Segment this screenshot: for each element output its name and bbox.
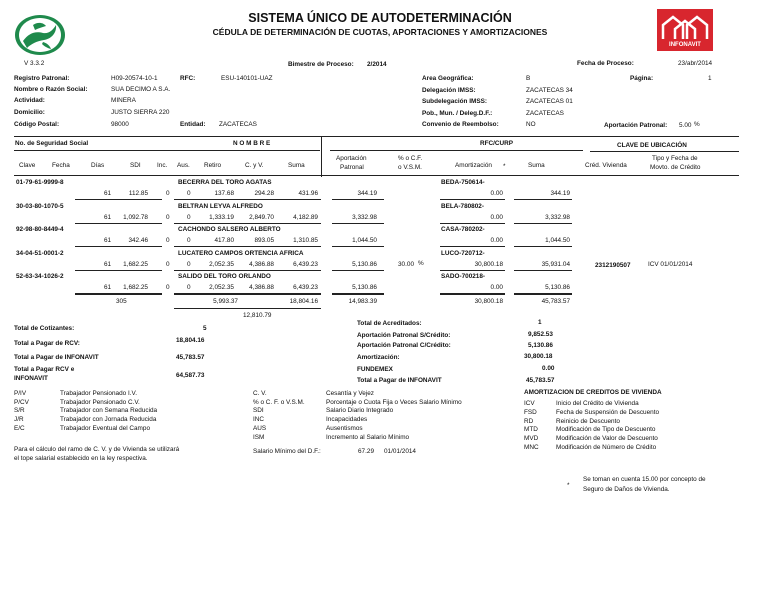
legend-mid-code: AUS (253, 424, 267, 432)
worker-nss: 34-04-51-0001-2 (16, 249, 64, 257)
bimestre-label: Bimestre de Proceso: (288, 61, 354, 68)
sin-credito-value: 9,852.53 (528, 331, 553, 338)
rcv-infonavit-value: 64,587.73 (176, 372, 205, 379)
registro-value: H09-20574-10-1 (111, 75, 158, 82)
page-title: SISTEMA ÚNICO DE AUTODETERMINACIÓN (248, 11, 512, 25)
worker-suma: 6,439.23 (293, 260, 318, 268)
con-credito-label: Aportación Patronal C/Crédito: (357, 342, 451, 349)
worker-retiro: 2,052.35 (209, 260, 234, 268)
worker-credito: 2312190507 (595, 261, 631, 269)
worker-amortizacion: 30,800.18 (474, 260, 503, 268)
rfc-label: RFC: (180, 75, 196, 82)
calculo-note-2: el tope salarial establecido en la ley respectiva. (14, 455, 148, 462)
salario-value: 67.29 (358, 448, 374, 455)
pagina-label: Página: (630, 75, 654, 82)
worker-cyv: 893.05 (254, 237, 274, 244)
fundemex-label: FUNDEMEX (357, 366, 393, 373)
header-mid-rule-left (14, 150, 320, 151)
worker-aportacion: 3,332.98 (352, 213, 377, 221)
row-rule (440, 223, 505, 224)
cp-value: 98000 (111, 121, 129, 128)
worker-name: CACHONDO SALSERO ALBERTO (178, 226, 281, 233)
worker-sdi: 1,682.25 (123, 260, 148, 268)
convenio-label: Convenio de Reembolso: (422, 121, 499, 128)
header-mid-rule-right (330, 150, 583, 151)
legend-left-code: J/R (14, 416, 24, 424)
domicilio-value: JUSTO SIERRA 220 (111, 109, 170, 116)
worker-aus: 0 (187, 260, 191, 268)
col-aportacion: Aportación (336, 155, 367, 162)
infonavit-value: 45,783.57 (176, 354, 205, 361)
row-rule (514, 223, 572, 224)
row-rule (75, 246, 162, 247)
row-rule (75, 199, 162, 200)
legend-right-desc: Reinicio de Descuento (556, 417, 620, 425)
totals-under-rule (174, 308, 321, 309)
row-rule (174, 223, 321, 224)
con-credito-value: 5,130.86 (528, 342, 553, 349)
totals-rule-2 (174, 294, 321, 295)
row-rule (332, 223, 384, 224)
rfc-curp-header: RFC/CURP (480, 140, 514, 147)
legend-left-code: S/R (14, 407, 25, 415)
worker-aus: 0 (187, 190, 191, 197)
rcv-value: 18,804.16 (176, 337, 205, 344)
legend-left-code: P/CV (14, 398, 29, 406)
worker-rfc: LUCO-720712- (441, 249, 485, 257)
rcv-label: Total a Pagar de RCV: (14, 340, 80, 347)
row-rule (174, 270, 321, 271)
worker-dias: 61 (104, 213, 112, 221)
aportacion-value: 5.00 (679, 122, 692, 129)
nss-header: No. de Seguridad Social (15, 140, 89, 147)
legend-right-code: RD (524, 417, 534, 425)
acreditados-value: 1 (538, 319, 542, 326)
legend-right-desc: Modificación de Número de Crédito (556, 444, 657, 451)
totals-rule-4 (440, 294, 505, 295)
version: V 3.3.2 (24, 60, 45, 67)
header-top-rule (14, 136, 739, 137)
delegacion-label: Delegación IMSS: (422, 87, 476, 94)
domicilio-label: Domicilio: (14, 109, 45, 116)
col-dias: Días (91, 162, 105, 169)
col-retiro: Retiro (204, 162, 222, 169)
rfc-value: ESU-140101-UAZ (221, 75, 273, 82)
total-infonavit-value: 45,783.57 (526, 377, 555, 384)
total-infonavit-label: Total a Pagar de INFONAVIT (357, 377, 442, 384)
col-suma-2: Suma (528, 162, 545, 169)
worker-pct: 30.00 (398, 260, 414, 268)
worker-rfc: BEDA-750614- (441, 179, 485, 186)
worker-cyv: 2,849.70 (249, 213, 274, 221)
worker-amortizacion: 0.00 (490, 190, 503, 197)
header-mid-rule-far (590, 151, 739, 152)
legend-left-desc: Trabajador con Jornada Reducida (60, 416, 157, 424)
col-cred-vivienda: Créd. Vivienda (585, 162, 627, 169)
imss-logo (13, 13, 67, 57)
worker-nss: 30-03-80-1070-5 (16, 202, 64, 210)
total-retiro: 5,993.37 (213, 298, 238, 305)
row-rule (174, 199, 321, 200)
worker-suma-2: 344.19 (550, 190, 570, 197)
entidad-value: ZACATECAS (219, 121, 257, 128)
infonavit-logo-text: INFONAVIT (669, 42, 701, 48)
convenio-value: NO (526, 121, 536, 128)
worker-suma: 1,310.85 (293, 237, 318, 244)
legend-right-code: MNC (524, 444, 539, 451)
amortizacion-label: Amortización: (357, 354, 400, 361)
fundemex-value: 0.00 (542, 365, 555, 372)
row-rule (514, 199, 572, 200)
fecha-proceso-label: Fecha de Proceso: (577, 60, 634, 67)
worker-nss: 92-98-80-8449-4 (16, 226, 64, 233)
bimestre-value: 2/2014 (367, 61, 387, 68)
actividad-label: Actividad: (14, 97, 45, 104)
worker-suma-2: 5,130.86 (545, 284, 570, 291)
seguro-note-1: Se toman en cuenta 15.00 por concepto de (583, 476, 706, 483)
col-pct-2: o V.S.M. (398, 164, 422, 171)
col-amortizacion: Amortización (455, 162, 492, 169)
legend-mid-code: % o C. F. o V.S.M. (253, 398, 305, 406)
infonavit-label: Total a Pagar de INFONAVIT (14, 354, 99, 361)
page-subtitle: CÉDULA DE DETERMINACIÓN DE CUOTAS, APORTACIONES Y AMORTIZACIONES (212, 27, 548, 37)
worker-name: LUCATERO CAMPOS ORTENCIA AFRICA (178, 249, 304, 257)
worker-nss: 01-79-61-9999-8 (16, 179, 64, 186)
sin-credito-label: Aportación Patronal S/Crédito: (357, 332, 451, 339)
aportacion-label: Aportación Patronal: (604, 122, 668, 129)
worker-sdi: 342.46 (128, 237, 148, 244)
legend-left-code: P/IV (14, 390, 27, 397)
col-patronal: Patronal (340, 164, 364, 171)
legend-right-code: FSD (524, 408, 537, 416)
worker-aportacion: 5,130.86 (352, 260, 377, 268)
worker-amortizacion: 0.00 (490, 284, 503, 291)
row-rule (514, 270, 572, 271)
legend-mid-desc: Incremento al Salario Mínimo (326, 433, 410, 441)
row-rule (174, 246, 321, 247)
row-rule (332, 246, 384, 247)
actividad-value: MINERA (111, 97, 136, 104)
delegacion-value: ZACATECAS 34 (526, 87, 573, 94)
acreditados-label: Total de Acreditados: (357, 320, 422, 327)
legend-right-desc: Modificación de Tipo de Descuento (556, 426, 656, 434)
row-rule (332, 199, 384, 200)
entidad-label: Entidad: (180, 121, 206, 128)
worker-dias: 61 (104, 260, 112, 268)
nombre-header: N O M B R E (233, 140, 271, 147)
infonavit-logo (657, 9, 713, 51)
worker-aportacion: 344.19 (357, 190, 377, 197)
fecha-proceso-value: 23/abr/2014 (678, 60, 713, 67)
worker-aus: 0 (187, 213, 191, 221)
worker-rfc: SADO-700218- (441, 273, 486, 280)
worker-sdi: 112.85 (128, 190, 148, 197)
worker-pct-unit: % (418, 259, 424, 267)
legend-right-code: ICV (524, 400, 535, 407)
legend-mid-code: ISM (253, 433, 265, 441)
worker-retiro: 2,052.35 (209, 284, 234, 291)
worker-rfc: CASA-780202- (441, 226, 485, 233)
subdelegacion-value: ZACATECAS 01 (526, 98, 573, 105)
worker-dias: 61 (104, 284, 112, 291)
col-fecha: Fecha (52, 162, 70, 169)
worker-inc: 0 (166, 213, 170, 221)
header-divider (321, 137, 322, 177)
worker-suma-2: 35,931.04 (541, 260, 570, 268)
legend-mid-desc: Incapacidades (326, 416, 368, 424)
worker-rfc: BELA-780802- (441, 202, 484, 210)
col-tipo-1: Tipo y Fecha de (652, 155, 698, 162)
col-aus: Aus. (177, 162, 190, 169)
worker-dias: 61 (104, 190, 112, 197)
worker-cyv: 294.28 (254, 190, 274, 197)
worker-retiro: 417.80 (214, 237, 234, 244)
col-sdi: SDI (130, 162, 141, 169)
pob-label: Pob., Mun. / Deleg.D.F.: (422, 110, 493, 117)
worker-retiro: 137.68 (214, 190, 234, 197)
salario-fecha: 01/01/2014 (384, 448, 416, 455)
total-below: 12,810.79 (243, 312, 272, 319)
total-suma-2: 45,783.57 (541, 298, 570, 305)
calculo-note-1: Para el cálculo del ramo de C. V. y de Vivienda se utilizará (14, 446, 180, 453)
pob-value: ZACATECAS (526, 110, 564, 117)
col-clave: Clave (19, 162, 36, 169)
col-pct-1: % o C.F. (398, 155, 423, 162)
worker-suma-2: 3,332.98 (545, 213, 570, 221)
col-inc: Inc. (157, 162, 168, 169)
nombre-value: SUA DECIMO A S.A. (111, 86, 171, 93)
row-rule (440, 270, 505, 271)
worker-suma: 4,182.89 (293, 213, 318, 221)
rcv-infonavit-label-1: Total a Pagar RCV e (14, 366, 75, 373)
area-value: B (526, 75, 531, 82)
seguro-note-2: Seguro de Daños de Vivienda. (583, 486, 670, 493)
area-label: Area Geográfica: (422, 75, 474, 82)
clave-ubicacion-header: CLAVE DE UBICACIÓN (617, 142, 687, 149)
worker-amortizacion: 0.00 (490, 213, 503, 221)
worker-suma-2: 1,044.50 (545, 237, 570, 244)
row-rule (440, 246, 505, 247)
total-aportacion: 14,983.39 (348, 298, 377, 305)
legend-left-desc: Trabajador Pensionado C.V. (60, 398, 140, 406)
worker-suma: 431.96 (298, 190, 318, 197)
worker-name: BELTRAN LEYVA ALFREDO (178, 202, 263, 210)
col-tipo-2: Movto. de Crédito (650, 164, 701, 171)
legend-mid-code: INC (253, 416, 265, 424)
totals-rule-1 (75, 294, 162, 295)
legend-right-desc: Modificación de Valor de Descuento (556, 435, 658, 443)
legend-mid-desc: Cesantía y Vejez (326, 390, 374, 397)
worker-amortizacion: 0.00 (490, 237, 503, 244)
total-amortizacion: 30,800.18 (474, 298, 503, 305)
salario-label: Salario Mínimo del D.F.: (253, 448, 321, 455)
legend-left-desc: Trabajador con Semana Reducida (60, 407, 158, 415)
worker-cyv: 4,386.88 (249, 284, 274, 291)
legend-right-code: MVD (524, 435, 539, 443)
worker-aportacion: 1,044.50 (352, 237, 377, 244)
row-rule (332, 270, 384, 271)
subdelegacion-label: Subdelegación IMSS: (422, 98, 487, 105)
infonavit-houses-icon (657, 11, 713, 43)
nombre-label: Nombre o Razón Social: (14, 86, 88, 93)
legend-left-desc: Trabajador Pensionado I.V. (60, 390, 137, 397)
row-rule (75, 223, 162, 224)
registro-label: Registro Patronal: (14, 75, 70, 82)
worker-inc: 0 (166, 260, 170, 268)
legend-mid-desc: Salario Diario Integrado (326, 407, 394, 415)
total-suma: 18,804.16 (289, 298, 318, 305)
col-amortizacion-mark: * (503, 163, 506, 170)
worker-suma: 6,439.23 (293, 284, 318, 291)
legend-mid-desc: Porcentaje o Cuota Fija o Veces Salario Mínimo (326, 398, 462, 406)
totals-rule-5 (514, 294, 572, 295)
worker-inc: 0 (166, 190, 170, 197)
legend-left-code: E/C (14, 424, 25, 432)
seguro-mark: * (567, 482, 570, 489)
legend-left-desc: Trabajador Eventual del Campo (60, 424, 150, 432)
legend-right-desc: Fecha de Suspensión de Descuento (556, 408, 660, 416)
row-rule (75, 270, 162, 271)
col-suma: Suma (288, 162, 305, 169)
worker-aportacion: 5,130.86 (352, 284, 377, 291)
amortizacion-creditos-title: AMORTIZACION DE CREDITOS DE VIVIENDA (524, 389, 662, 396)
worker-cyv: 4,386.88 (249, 260, 274, 268)
legend-mid-code: SDI (253, 407, 264, 415)
col-cyv: C. y V. (245, 162, 264, 169)
rcv-infonavit-label-2: INFONAVIT (14, 375, 48, 382)
legend-mid-code: C. V. (253, 390, 267, 397)
legend-right-desc: Inicio del Crédito de Vivienda (556, 400, 639, 407)
aportacion-unit: % (694, 121, 700, 128)
totals-rule-3 (332, 294, 384, 295)
worker-name: BECERRA DEL TORO AGATAS (178, 179, 272, 186)
worker-dias: 61 (104, 237, 112, 244)
header-bottom-rule (14, 175, 739, 176)
amortizacion-value: 30,800.18 (524, 353, 553, 360)
total-dias: 305 (116, 298, 127, 305)
imss-eagle-icon (13, 13, 67, 57)
worker-inc: 0 (166, 237, 170, 244)
worker-sdi: 1,682.25 (123, 284, 148, 291)
worker-movto: ICV 01/01/2014 (648, 260, 693, 268)
pagina-value: 1 (708, 75, 712, 82)
worker-nss: 52-63-34-1026-2 (16, 273, 64, 280)
worker-retiro: 1,333.19 (209, 213, 234, 221)
legend-right-code: MTD (524, 426, 538, 434)
worker-sdi: 1,092.78 (123, 213, 148, 221)
worker-inc: 0 (166, 284, 170, 291)
cotizantes-label: Total de Cotizantes: (14, 325, 75, 332)
row-rule (440, 199, 505, 200)
worker-name: SALIDO DEL TORO ORLANDO (178, 273, 271, 280)
worker-aus: 0 (187, 284, 191, 291)
worker-aus: 0 (187, 237, 191, 244)
cp-label: Código Postal: (14, 121, 60, 128)
row-rule (514, 246, 572, 247)
legend-mid-desc: Ausentismos (326, 424, 363, 432)
cotizantes-value: 5 (203, 325, 207, 332)
